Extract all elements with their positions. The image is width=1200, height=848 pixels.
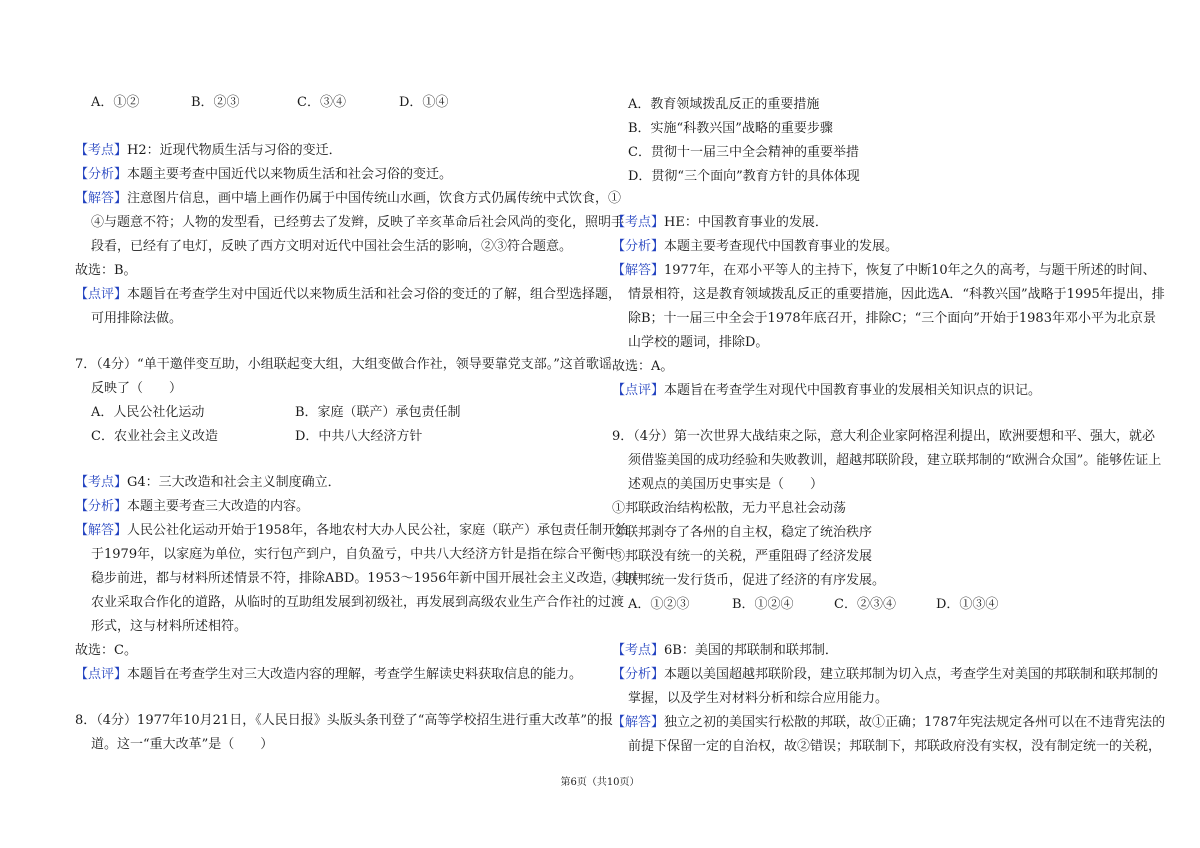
q6-option-c: C．③④ xyxy=(297,95,346,110)
dianping-text: 本题旨在考查学生对中国近代以来物质生活和社会习俗的变迁的了解，组合型选择题， xyxy=(127,287,622,302)
q8-answer: 故选：A。 xyxy=(612,359,674,374)
kaodian-text: H2：近现代物质生活与习俗的变迁． xyxy=(127,143,342,158)
q6-kaodian xyxy=(75,142,342,160)
q9-fenxi-line2: 掌握，以及学生对材料分析和综合应用能力。 xyxy=(628,691,889,706)
q7-stem-line2: 反映了（ ） xyxy=(91,381,183,396)
q7-dianping xyxy=(75,666,582,684)
q9-item-1: ①邦联政治结构松散，无力平息社会动荡 xyxy=(612,501,847,516)
q7-jieda xyxy=(75,522,628,540)
fenxi-text: 本题以美国超越邦联阶段，建立联邦制为切入点，考查学生对美国的邦联制和联邦制的 xyxy=(664,667,1159,682)
fenxi-tag: 【分析】 xyxy=(612,239,665,254)
q9-fenxi xyxy=(612,666,1158,684)
q9-kaodian xyxy=(612,642,838,660)
q6-fenxi xyxy=(75,166,452,184)
q8-jieda xyxy=(612,262,1156,280)
fenxi-tag: 【分析】 xyxy=(612,667,665,682)
jieda-tag: 【解答】 xyxy=(612,715,665,730)
kaodian-tag: 【考点】 xyxy=(612,643,665,658)
q7-jieda-line4: 农业采取合作化的道路，从临时的互助组发展到初级社，再发展到高级农业生产合作社的过渡 xyxy=(91,595,625,610)
kaodian-tag: 【考点】 xyxy=(75,143,128,158)
q6-jieda xyxy=(75,190,621,208)
q8-jieda-line4: 山学校的题词，排除D。 xyxy=(628,335,769,350)
kaodian-tag: 【考点】 xyxy=(75,475,128,490)
q8-option-b: B．实施“科教兴国”战略的重要步骤 xyxy=(628,121,833,136)
q9-jieda-line2: 前提下保留一定的自治权，故②错误；邦联制下，邦联政府没有实权，没有制定统一的关税， xyxy=(628,739,1162,754)
q7-kaodian xyxy=(75,474,341,492)
q9-option-c: C．②③④ xyxy=(834,597,896,612)
q8-option-a: A．教育领域拨乱反正的重要措施 xyxy=(628,97,820,112)
q6-answer: 故选：B。 xyxy=(75,263,137,278)
q7-option-c: C．农业社会主义改造 xyxy=(91,429,218,444)
jieda-tag: 【解答】 xyxy=(75,191,128,206)
q9-options xyxy=(628,596,998,614)
q9-option-d: D．①③④ xyxy=(936,597,999,612)
q9-jieda xyxy=(612,714,1165,732)
q9-item-4: ④联邦统一发行货币，促进了经济的有序发展。 xyxy=(612,573,886,588)
page-footer: 第6页（共10页） xyxy=(560,777,640,788)
q7-fenxi xyxy=(75,498,309,516)
q9-item-2: ②联邦剥夺了各州的自主权，稳定了统治秩序 xyxy=(612,525,873,540)
fenxi-tag: 【分析】 xyxy=(75,499,128,514)
kaodian-text: HE：中国教育事业的发展． xyxy=(664,215,828,230)
kaodian-text: G4：三大改造和社会主义制度确立． xyxy=(127,475,341,490)
dianping-tag: 【点评】 xyxy=(612,383,665,398)
dianping-text: 本题旨在考查学生对三大改造内容的理解，考查学生解读史料获取信息的能力。 xyxy=(127,667,583,682)
jieda-text: 人民公社化运动开始于1958年，各地农村大办人民公社，家庭（联产）承包责任制开始 xyxy=(127,523,629,538)
jieda-text: 注意图片信息，画中墙上画作仍属于中国传统山水画，饮食方式仍属传统中式饮食，① xyxy=(127,191,622,206)
q7-answer: 故选：C。 xyxy=(75,643,137,658)
q6-dianping-line2: 可用排除法做。 xyxy=(91,311,183,326)
q6-option-b: B．②③ xyxy=(191,95,240,110)
q9-stem-line3: 述观点的美国历史事实是（ ） xyxy=(628,477,824,492)
q9-item-3: ③邦联没有统一的关税，严重阻碍了经济发展 xyxy=(612,549,873,564)
q9-stem-line2: 须借鉴美国的成功经验和失败教训，超越邦联阶段，建立联邦制的“欧洲合众国”。能够佐证上 xyxy=(628,453,1162,468)
q8-kaodian xyxy=(612,214,828,232)
fenxi-text: 本题主要考查现代中国教育事业的发展。 xyxy=(664,239,899,254)
q8-jieda-line3: 除B；十一届三中全会于1978年底召开，排除C；“三个面向”开始于1983年邓小平为北京景 xyxy=(628,311,1156,326)
q7-jieda-line5: 形式，这与材料所述相符。 xyxy=(91,619,248,634)
q6-jieda-line2: ④与题意不符；人物的发型看，已经剪去了发辫，反映了辛亥革命后社会风尚的变化，照明手 xyxy=(91,215,625,230)
q6-jieda-line3: 段看，已经有了电灯，反映了西方文明对近代中国社会生活的影响，②③符合题意。 xyxy=(91,239,573,254)
fenxi-text: 本题主要考查中国近代以来物质生活和社会习俗的变迁。 xyxy=(127,167,453,182)
dianping-text: 本题旨在考查学生对现代中国教育事业的发展相关知识点的识记。 xyxy=(664,383,1042,398)
q9-option-b: B．①②④ xyxy=(732,597,794,612)
q8-fenxi xyxy=(612,238,898,256)
kaodian-text: 6B：美国的邦联制和联邦制． xyxy=(664,643,838,658)
jieda-text: 独立之初的美国实行松散的邦联，故①正确；1787年宪法规定各州可以在不违背宪法的 xyxy=(664,715,1166,730)
q6-option-a: A．①② xyxy=(91,95,140,110)
q6-options xyxy=(91,94,448,112)
q7-stem: 7．（4分）“单干邀伴变互助，小组联起变大组，大组变做合作社，领导要靠党支部。”这首歌谣 xyxy=(75,357,612,372)
dianping-tag: 【点评】 xyxy=(75,667,128,682)
jieda-tag: 【解答】 xyxy=(75,523,128,538)
fenxi-text: 本题主要考查三大改造的内容。 xyxy=(127,499,310,514)
q8-option-c: C．贯彻十一届三中全会精神的重要举措 xyxy=(628,145,859,160)
q6-option-d: D．①④ xyxy=(399,95,449,110)
q9-stem: 9．（4分）第一次世界大战结束之际，意大利企业家阿格涅利提出，欧洲要想和平、强大，就必 xyxy=(612,429,1156,444)
q7-option-a: A．人民公社化运动 xyxy=(91,405,205,420)
q7-option-b: B．家庭（联产）承包责任制 xyxy=(295,405,461,420)
kaodian-tag: 【考点】 xyxy=(612,215,665,230)
jieda-tag: 【解答】 xyxy=(612,263,665,278)
dianping-tag: 【点评】 xyxy=(75,287,128,302)
q7-jieda-line2: 于1979年，以家庭为单位，实行包产到户，自负盈亏，中共八大经济方针是指在综合平衡中 xyxy=(91,547,619,562)
q8-stem-line2: 道。这一“重大改革”是（ ） xyxy=(91,737,274,752)
q7-option-d: D．中共八大经济方针 xyxy=(295,429,423,444)
q8-jieda-line2: 情景相符，这是教育领域拨乱反正的重要措施，因此选A．“科教兴国”战略于1995年提出，排 xyxy=(628,287,1165,302)
q9-option-a: A．①②③ xyxy=(628,597,690,612)
fenxi-tag: 【分析】 xyxy=(75,167,128,182)
jieda-text: 1977年，在邓小平等人的主持下，恢复了中断10年之久的高考，与题干所述的时间、 xyxy=(664,263,1156,278)
q8-stem: 8．（4分）1977年10月21日，《人民日报》头版头条刊登了“高等学校招生进行重大改革”的报 xyxy=(75,713,614,728)
q8-option-d: D．贯彻“三个面向”教育方针的具体体现 xyxy=(628,169,860,184)
q6-dianping xyxy=(75,286,621,304)
q7-jieda-line3: 稳步前进，都与材料所述情景不符，排除ABD。1953～1956年新中国开展社会主义改造，其中 xyxy=(91,571,642,586)
q8-dianping xyxy=(612,382,1041,400)
